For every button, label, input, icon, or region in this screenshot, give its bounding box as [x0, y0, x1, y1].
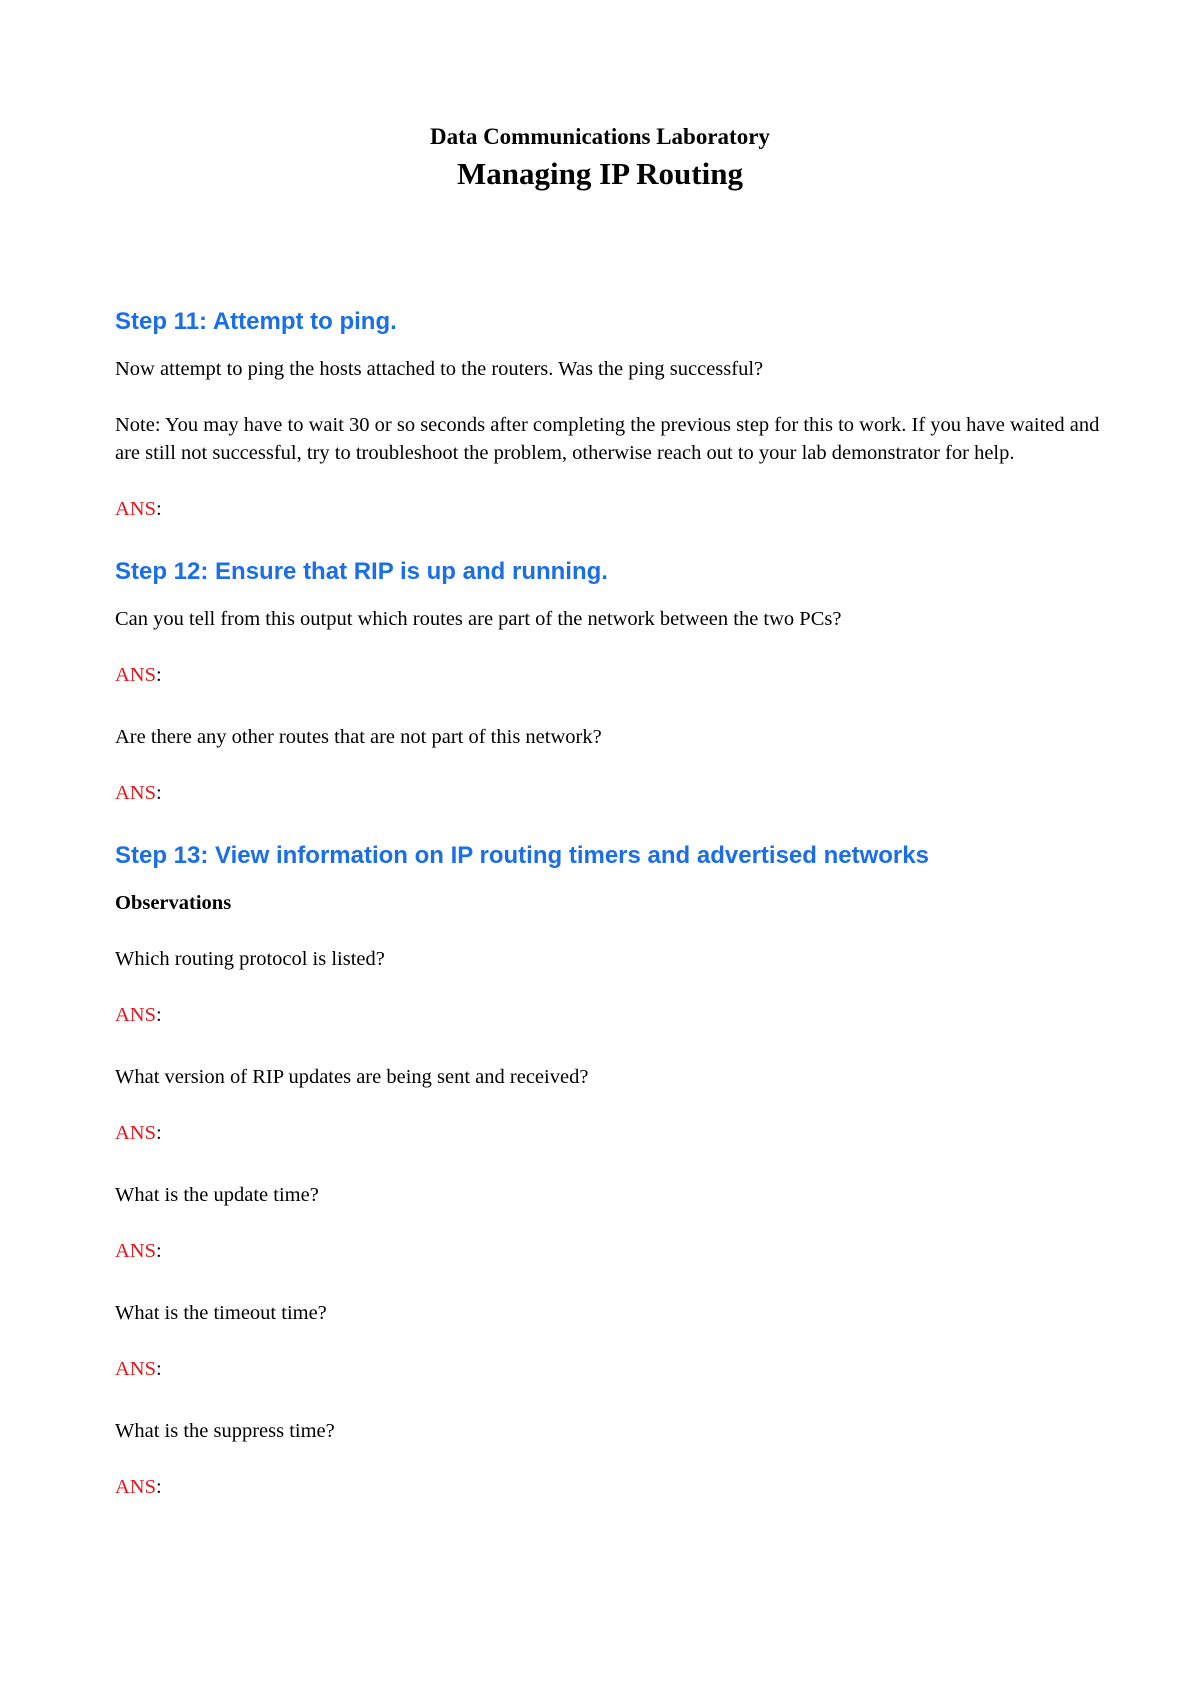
answer-line [115, 661, 1100, 689]
answer-label: ANS [115, 1240, 157, 1262]
document-header [0, 122, 1200, 194]
step-11-heading: Step 11: Attempt to ping. [115, 308, 397, 335]
step-12-question-2: Are there any other routes that are not part of this network? [115, 726, 602, 748]
answer-line [115, 1237, 1100, 1265]
document-body [115, 307, 1100, 1535]
answer-label: ANS [115, 1122, 157, 1144]
answer-colon: : [156, 498, 162, 520]
step-13-question-4: What is the timeout time? [115, 1302, 327, 1324]
answer-colon: : [156, 1476, 162, 1498]
answer-label: ANS [115, 664, 157, 686]
answer-line [115, 495, 1100, 523]
answer-colon: : [156, 782, 162, 804]
answer-line [115, 1473, 1100, 1501]
course-title: Data Communications Laboratory [430, 124, 770, 149]
step-11-note: Note: You may have to wait 30 or so seconds after completing the previous step for this to work. If you have waited and are still not successful, try to troubleshoot the problem, otherwise reach out to your lab demonstrator for help. [115, 414, 1100, 464]
answer-colon: : [156, 1122, 162, 1144]
step-11-question: Now attempt to ping the hosts attached to the routers. Was the ping successful? [115, 358, 764, 380]
step-13-question-3: What is the update time? [115, 1184, 319, 1206]
document-title: Managing IP Routing [457, 156, 743, 191]
answer-label: ANS [115, 1358, 157, 1380]
answer-colon: : [156, 1358, 162, 1380]
answer-line [115, 779, 1100, 807]
step-12-question-1: Can you tell from this output which routes are part of the network between the two PCs? [115, 608, 842, 630]
answer-label: ANS [115, 1476, 157, 1498]
answer-label: ANS [115, 782, 157, 804]
step-13-question-5: What is the suppress time? [115, 1420, 335, 1442]
answer-colon: : [156, 664, 162, 686]
step-13-question-1: Which routing protocol is listed? [115, 948, 385, 970]
answer-colon: : [156, 1240, 162, 1262]
answer-label: ANS [115, 498, 157, 520]
step-13-heading: Step 13: View information on IP routing timers and advertised networks [115, 842, 929, 869]
answer-line [115, 1001, 1100, 1029]
step-13-question-2: What version of RIP updates are being sent and received? [115, 1066, 589, 1088]
answer-label: ANS [115, 1004, 157, 1026]
step-12-heading: Step 12: Ensure that RIP is up and running. [115, 558, 608, 585]
answer-line [115, 1119, 1100, 1147]
observations-subheading: Observations [115, 892, 232, 914]
answer-colon: : [156, 1004, 162, 1026]
answer-line [115, 1355, 1100, 1383]
